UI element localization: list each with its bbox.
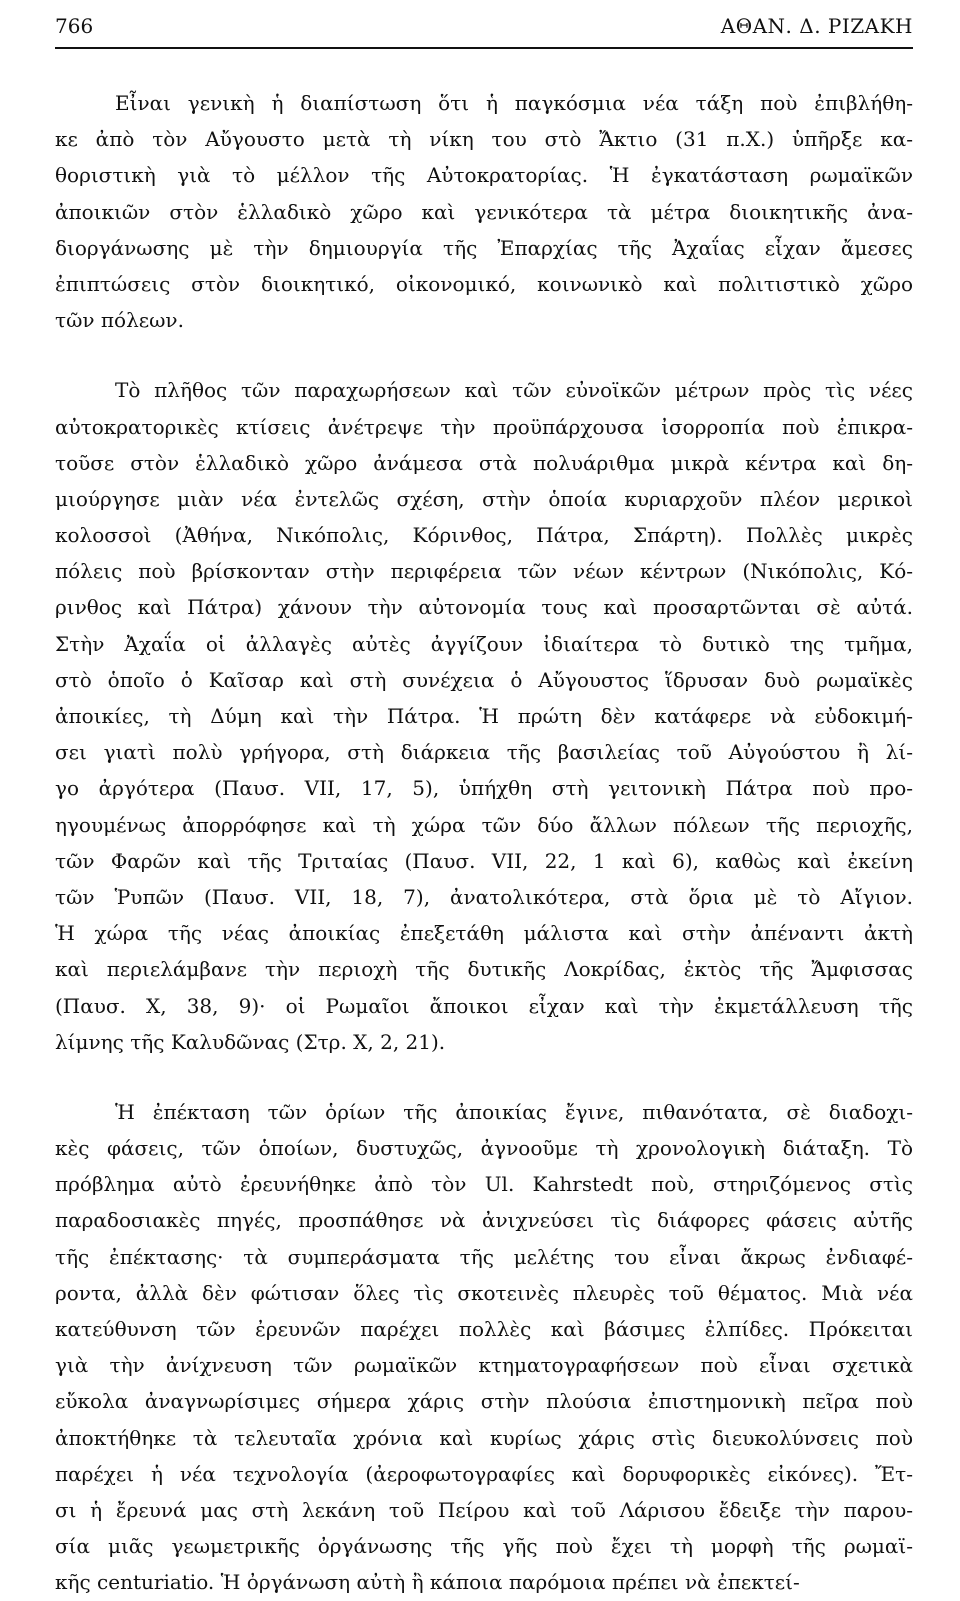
text-line: κε ἀπὸ τὸν Αὔγουστο μετὰ τὴ νίκη του στὸ Ἄκτιο (31 π.Χ.) ὑπῆρξε κα- [55,127,913,152]
text-line: κολοσσοὶ (Ἀθήνα, Νικόπολις, Κόρινθος, Πάτρα, Σπάρτη). Πολλὲς μικρὲς [55,523,913,548]
text-line: (Παυσ. Χ, 38, 9)· οἱ Ρωμαῖοι ἄποικοι εἶχαν καὶ τὴν ἐκμετάλλευση τῆς [55,993,913,1018]
header-rule [55,47,913,49]
paragraph [55,85,913,338]
text-line: ηγουμένως ἀπορρόφησε καὶ τὴ χώρα τῶν δύο ἄλλων πόλεων τῆς περιοχῆς, [55,812,913,837]
text-line: παρέχει ἡ νέα τεχνολογία (ἀεροφωτογραφίες καὶ δορυφορικὲς εἰκόνες). Ἔτ- [55,1461,913,1486]
book-page [55,12,913,1601]
text-line: σι ἡ ἔρευνά μας στὴ λεκάνη τοῦ Πείρου καὶ τοῦ Λάρισου ἔδειξε τὴν παρου- [55,1497,913,1522]
text-line: ροντα, ἀλλὰ δὲν φώτισαν ὅλες τὶς σκοτεινὲς πλευρὲς τοῦ θέματος. Μιὰ νέα [55,1280,913,1305]
text-line: Ἡ ἐπέκταση τῶν ὁρίων τῆς ἀποικίας ἔγινε, πιθανότατα, σὲ διαδοχι- [115,1099,913,1124]
text-line: πόλεις ποὺ βρίσκονταν στὴν περιφέρεια τῶν νέων κέντρων (Νικόπολις, Κό- [55,559,913,584]
text-line: μιούργησε μιὰν νέα ἐντελῶς σχέση, στὴν ὁποία κυριαρχοῦν πλέον μερικοὶ [55,486,913,511]
running-head [55,12,913,40]
running-title: ΑΘΑΝ. Δ. ΡΙΖΑΚΗ [720,14,913,38]
text-line: ρινθος καὶ Πάτρα) χάνουν τὴν αὐτονομία τους καὶ προσαρτῶνται σὲ αὐτά. [55,595,913,620]
text-line: κατεύθυνση τῶν ἐρευνῶν παρέχει πολλὲς καὶ βάσιμες ἐλπίδες. Πρόκειται [55,1317,913,1341]
text-line: τῶν πόλεων. [55,308,184,333]
text-line: εὔκολα ἀναγνωρίσιμες σήμερα χάρις στὴν πλούσια ἐπιστημονικὴ πεῖρα ποὺ [55,1389,913,1414]
text-line: Τὸ πλῆθος τῶν παραχωρήσεων καὶ τῶν εὐνοϊκῶν μέτρων πρὸς τὶς νέες [115,378,913,403]
text-line: ἐπιπτώσεις στὸν διοικητικό, οἰκονομικό, κοινωνικὸ καὶ πολιτιστικὸ χῶρο [55,271,913,296]
text-line: αὐτοκρατορικὲς κτίσεις ἀνέτρεψε τὴν προϋπάρχουσα ἰσορροπία ποὺ ἐπικρα- [55,414,913,439]
text-line: τῶν Φαρῶν καὶ τῆς Τριταίας (Παυσ. VII, 22, 1 καὶ 6), καθὼς καὶ ἐκείνη [55,848,913,873]
text-line: Ἡ χώρα τῆς νέας ἀποικίας ἐπεξετάθη μάλιστα καὶ στὴν ἀπέναντι ἀκτὴ [55,921,913,946]
text-line: γιὰ τὴν ἀνίχνευση τῶν ρωμαϊκῶν κτηματογραφήσεων ποὺ εἶναι σχετικὰ [55,1353,913,1378]
text-line: παραδοσιακὲς πηγές, προσπάθησε νὰ ἀνιχνεύσει τὶς διάφορες φάσεις αὐτῆς [55,1208,913,1233]
paragraph-gap [55,1060,913,1094]
text-line: πρόβλημα αὐτὸ ἐρευνήθηκε ἀπὸ τὸν Ul. Kahrstedt ποὺ, στηριζόμενος στὶς [55,1172,913,1197]
text-line: Εἶναι γενικὴ ἡ διαπίστωση ὅτι ἡ παγκόσμια νέα τάξη ποὺ ἐπιβλήθη- [115,91,913,115]
text-line: γο ἀργότερα (Παυσ. VII, 17, 5), ὑπήχθη στὴ γειτονικὴ Πάτρα ποὺ προ- [55,776,913,801]
text-line: Στὴν Ἀχαΐα οἱ ἀλλαγὲς αὐτὲς ἀγγίζουν ἰδιαίτερα τὸ δυτικὸ της τμῆμα, [55,631,913,656]
text-line: διοργάνωσης μὲ τὴν δημιουργία τῆς Ἐπαρχίας τῆς Ἀχαΐας εἶχαν ἄμεσες [55,235,913,260]
paragraph-gap [55,338,913,372]
body-text [55,85,913,1601]
text-line: λίμνης τῆς Καλυδῶνας (Στρ. Χ, 2, 21). [55,1029,446,1054]
text-line: κὲς φάσεις, τῶν ὁποίων, δυστυχῶς, ἀγνοοῦμε τὴ χρονολογικὴ διάταξη. Τὸ [55,1136,913,1161]
text-line: σει γιατὶ πολὺ γρήγορα, στὴ διάρκεια τῆς βασιλείας τοῦ Αὐγούστου ἢ λί- [55,740,913,765]
text-line: ἀποκτήθηκε τὰ τελευταῖα χρόνια καὶ κυρίως χάρις στὶς διευκολύνσεις ποὺ [55,1425,913,1450]
paragraph [55,1094,913,1601]
text-line: καὶ περιελάμβανε τὴν περιοχὴ τῆς δυτικῆς Λοκρίδας, ἐκτὸς τῆς Ἄμφισσας [55,957,913,982]
text-line: τῆς ἐπέκτασης· τὰ συμπεράσματα τῆς μελέτης του εἶναι ἄκρως ἐνδιαφέ- [55,1244,913,1269]
paragraph [55,372,913,1060]
text-line: ἀποικίες, τὴ Δύμη καὶ τὴν Πάτρα. Ἡ πρώτη δὲν κατάφερε νὰ εὐδοκιμή- [55,704,913,728]
text-line: στὸ ὁποῖο ὁ Καῖσαρ καὶ στὴ συνέχεια ὁ Αὔγουστος ἵδρυσαν δυὸ ρωμαϊκὲς [55,667,913,692]
text-line: τοῦσε στὸν ἑλλαδικὸ χῶρο ἀνάμεσα στὰ πολυάριθμα μικρὰ κέντρα καὶ δη- [55,450,913,475]
text-line: σία μιᾶς γεωμετρικῆς ὀργάνωσης τῆς γῆς ποὺ ἔχει τὴ μορφὴ τῆς ρωμαϊ- [55,1534,913,1559]
page-number: 766 [55,14,94,38]
text-line: τῶν Ῥυπῶν (Παυσ. VII, 18, 7), ἀνατολικότερα, στὰ ὅρια μὲ τὸ Αἴγιον. [55,884,913,909]
text-line: ἀποικιῶν στὸν ἑλλαδικὸ χῶρο καὶ γενικότερα τὰ μέτρα διοικητικῆς ἀνα- [55,199,913,224]
text-line: κῆς centuriatio. Ἡ ὀργάνωση αὐτὴ ἢ κάποια παρόμοια πρέπει νὰ ἐπεκτεί- [55,1570,800,1595]
text-line: θοριστικὴ γιὰ τὸ μέλλον τῆς Αὐτοκρατορίας. Ἡ ἐγκατάσταση ρωμαϊκῶν [55,163,913,188]
